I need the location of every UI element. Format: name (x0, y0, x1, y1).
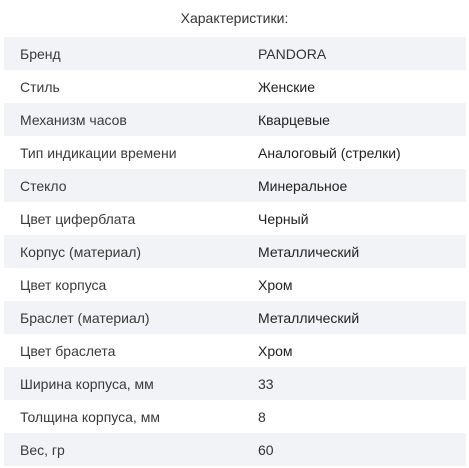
spec-row-bracelet-material (4, 301, 466, 334)
spec-label: Тип индикации времени (20, 144, 177, 161)
spec-label: Механизм часов (20, 111, 127, 128)
spec-row-brand (4, 37, 466, 70)
spec-label: Корпус (материал) (20, 243, 142, 260)
spec-value: PANDORA (258, 45, 327, 62)
spec-label: Браслет (материал) (20, 309, 150, 326)
spec-value: Минеральное (258, 177, 348, 194)
spec-label: Цвет корпуса (20, 276, 107, 293)
spec-label: Ширина корпуса, мм (20, 375, 154, 392)
spec-value: Черный (258, 210, 309, 227)
spec-row-style (4, 70, 466, 103)
spec-row-movement (4, 103, 466, 136)
spec-row-dial-color (4, 202, 466, 235)
spec-label: Стиль (20, 78, 60, 95)
specifications-table (4, 37, 466, 466)
specifications-title: Характеристики: (180, 10, 289, 26)
spec-value: Кварцевые (258, 111, 330, 128)
spec-value: 33 (258, 375, 274, 392)
spec-value: 60 (258, 441, 274, 458)
spec-label: Бренд (20, 45, 61, 62)
spec-value: Женские (258, 78, 316, 95)
spec-row-case-color (4, 268, 466, 301)
spec-row-bracelet-color (4, 334, 466, 367)
spec-label: Стекло (20, 177, 67, 194)
spec-value: Металлический (258, 243, 360, 260)
spec-value: Металлический (258, 309, 360, 326)
spec-row-case-thickness (4, 400, 466, 433)
spec-row-case-width (4, 367, 466, 400)
spec-row-weight (4, 433, 466, 466)
spec-value: Хром (258, 342, 293, 359)
spec-row-glass (4, 169, 466, 202)
spec-value: 8 (258, 408, 266, 425)
spec-row-case-material (4, 235, 466, 268)
spec-label: Цвет браслета (20, 342, 116, 359)
spec-value: Аналоговый (стрелки) (258, 144, 401, 161)
spec-label: Толщина корпуса, мм (20, 408, 160, 425)
spec-label: Цвет циферблата (20, 210, 136, 227)
spec-value: Хром (258, 276, 293, 293)
spec-row-display-type (4, 136, 466, 169)
spec-label: Вес, гр (20, 441, 65, 458)
